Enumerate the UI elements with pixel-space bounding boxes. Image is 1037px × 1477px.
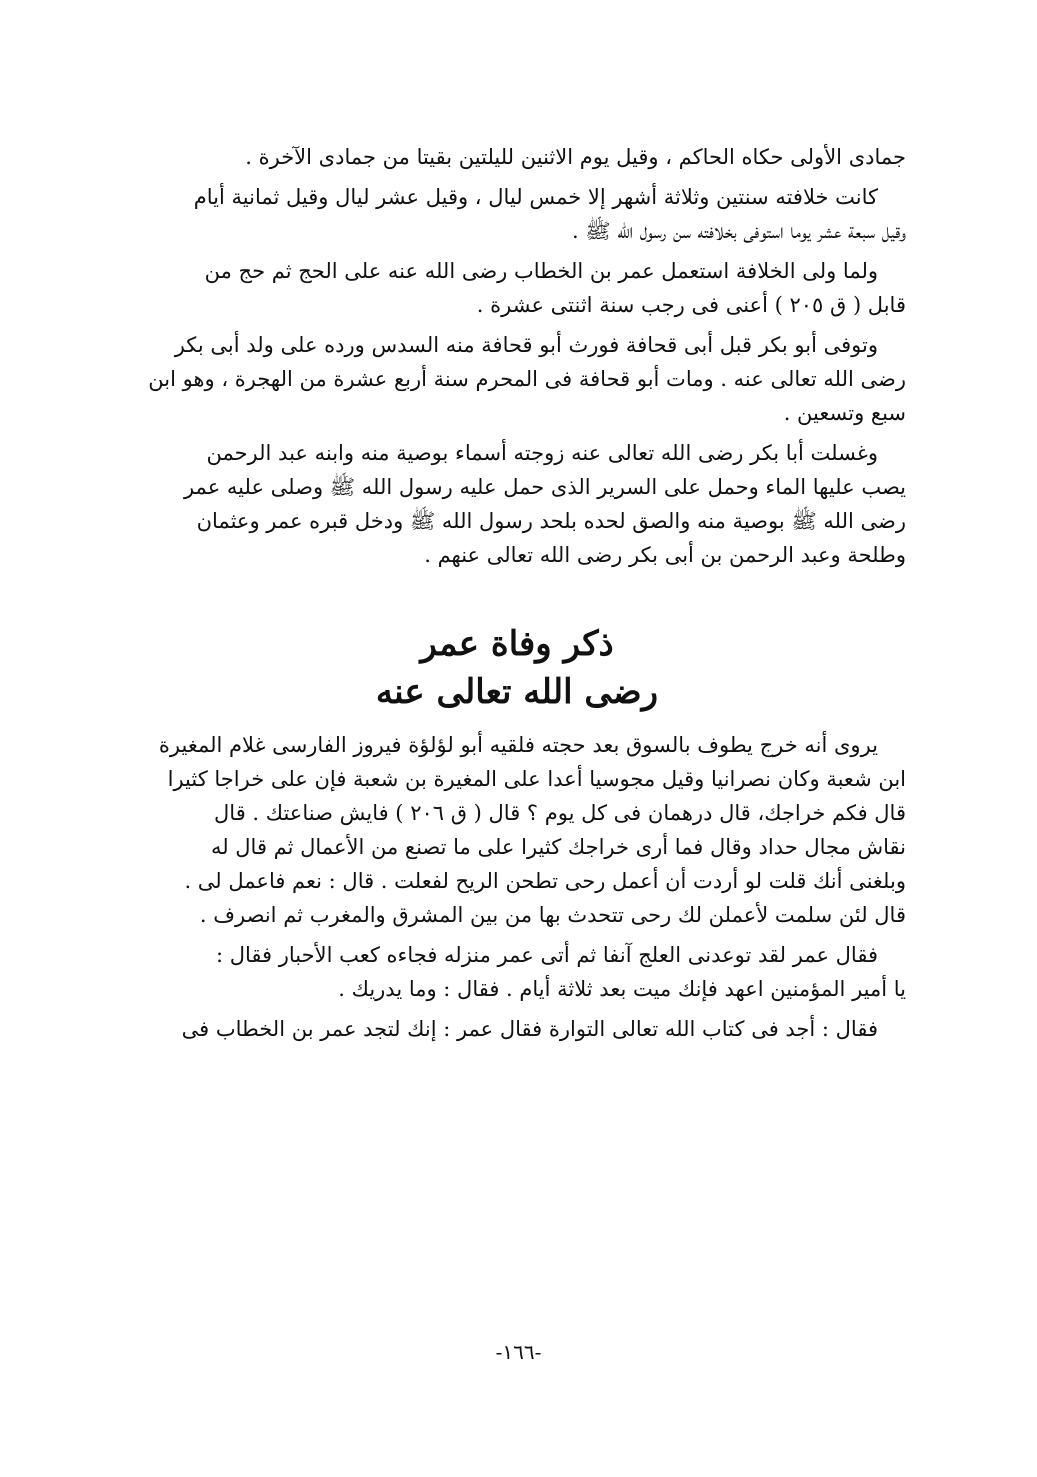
page-body xyxy=(128,140,906,1046)
section-heading xyxy=(128,620,906,716)
text-line: جمادى الأولى حكاه الحاكم ، وقيل يوم الاثنين لليلتين بقيتا من جمادى الآخرة . xyxy=(245,145,906,169)
text-line: وغسلت أبا بكر رضى الله تعالى عنه زوجته أسماء بوصية منه وابنه عبد الرحمن xyxy=(206,441,878,465)
paragraph xyxy=(128,140,906,174)
text-line: فقال عمر لقد توعدنى العلج آنفا ثم أتى عمر منزله فجاءه كعب الأحبار فقال : xyxy=(215,943,878,967)
text-line: كانت خلافته سنتين وثلاثة أشهر إلا خمس ليال ، وقيل عشر ليال وقيل ثمانية أيام xyxy=(193,185,878,209)
page-number: -١٦٦- xyxy=(495,1340,542,1364)
heading-line-2: رضى الله تعالى عنه xyxy=(375,672,659,712)
text-line: وبلغنى أنك قلت لو أردت أن أعمل رحى تطحن الريح لفعلت . قال : نعم فاعمل لى . xyxy=(184,869,906,893)
text-line: قال لئن سلمت لأعملن لك رحى تتحدث بها من بين المشرق والمغرب ثم انصرف . xyxy=(199,903,906,927)
text-line: قال فكم خراجك، قال درهمان فى كل يوم ؟ قال ( ق ٢٠٦ ) فايش صناعتك . قال xyxy=(214,801,906,825)
paragraph xyxy=(128,1012,906,1046)
text-line: وقيل سبعة عشر يوما استوفى بخلافته سن رسول الله ﷺ . xyxy=(571,219,906,243)
text-line: رضى الله تعالى عنه . ومات أبو قحافة فى المحرم سنة أربع عشرة من الهجرة ، وهو ابن xyxy=(148,367,906,391)
paragraph xyxy=(128,254,906,322)
text-line: يروى أنه خرج يطوف بالسوق بعد حجته فلقيه أبو لؤلؤة فيروز الفارسى غلام المغيرة xyxy=(158,733,878,757)
text-line: رضى الله ﷺ بوصية منه والصق لحده بلحد رسول الله ﷺ ودخل قبره عمر وعثمان xyxy=(196,509,906,533)
text-line: وتوفى أبو بكر قبل أبى قحافة فورث أبو قحافة منه السدس ورده على ولد أبى بكر xyxy=(174,333,878,357)
text-line: نقاش مجال حداد وقال فما أرى خراجك كثيرا على ما تصنع من الأعمال ثم قال له xyxy=(210,835,906,859)
paragraph xyxy=(128,728,906,932)
top-paragraphs xyxy=(128,140,906,572)
paragraph xyxy=(128,328,906,430)
text-line: يا أمير المؤمنين اعهد فإنك ميت بعد ثلاثة أيام . فقال : وما يدريك . xyxy=(338,977,906,1001)
paragraph xyxy=(128,938,906,1006)
text-line: يصب عليها الماء وحمل على السرير الذى حمل عليه رسول الله ﷺ وصلى عليه عمر xyxy=(183,475,906,499)
text-line: ابن شعبة وكان نصرانيا وقيل مجوسيا أعدا على المغيرة بن شعبة فإن على خراجا كثيرا xyxy=(167,767,906,791)
paragraph xyxy=(128,180,906,248)
heading-line-1: ذكر وفاة عمر xyxy=(420,624,614,664)
text-line: وطلحة وعبد الرحمن بن أبى بكر رضى الله تعالى عنهم . xyxy=(424,543,906,567)
text-line: فقال : أجد فى كتاب الله تعالى التوارة فقال عمر : إنك لتجد عمر بن الخطاب فى xyxy=(181,1017,878,1041)
text-line: قابل ( ق ٢٠٥ ) أعنى فى رجب سنة اثنتى عشرة . xyxy=(476,293,906,317)
bottom-paragraphs xyxy=(128,728,906,1046)
paragraph xyxy=(128,436,906,572)
text-line: سبع وتسعين . xyxy=(783,401,906,425)
text-line: ولما ولى الخلافة استعمل عمر بن الخطاب رضى الله عنه على الحج ثم حج من xyxy=(204,259,878,283)
